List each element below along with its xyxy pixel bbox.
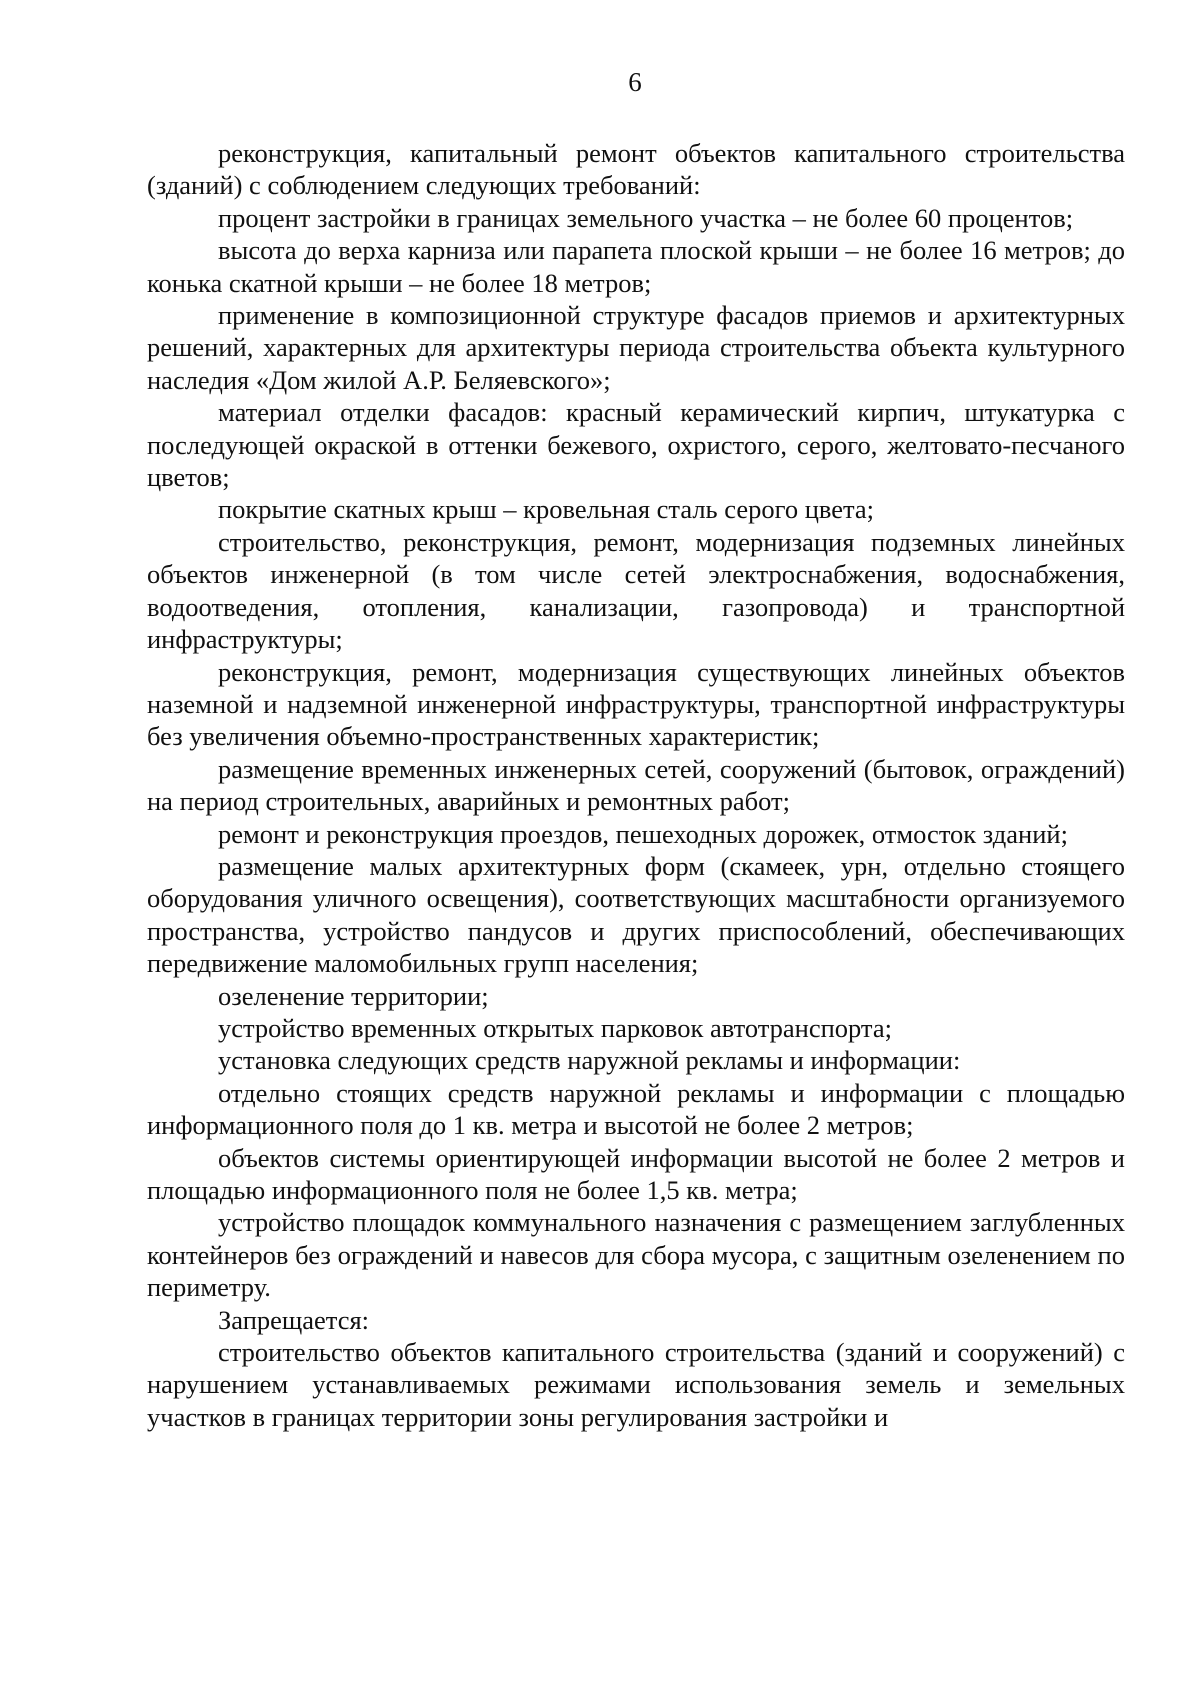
paragraph-advertising-installation: установка следующих средств наружной рекламы и информации:: [218, 1045, 961, 1076]
paragraph-prohibited-construction: строительство объектов капитального строительства (зданий и сооружений) с нарушением устанавливаемых режимами использования земель и земельных участков в границах территории зоны регулирования застройки и: [147, 1337, 1125, 1432]
page-number: 6: [628, 67, 642, 97]
paragraph-waste-sites: устройство площадок коммунального назначения с размещением заглубленных контейнеров без ограждений и навесов для сбора мусора, с защитным озеленением по периметру.: [147, 1207, 1125, 1303]
paragraph-roof-covering: покрытие скатных крыш – кровельная сталь серого цвета;: [218, 494, 875, 525]
paragraph-temporary-parking: устройство временных открытых парковок автотранспорта;: [218, 1012, 892, 1043]
paragraph-height-limits: высота до верха карниза или парапета плоской крыши – не более 16 метров; до конька скатной крыши – не более 18 метров;: [147, 235, 1125, 298]
paragraph-landscaping: озеленение территории;: [218, 980, 489, 1011]
paragraph-driveways-repair: ремонт и реконструкция проездов, пешеходных дорожек, отмосток зданий;: [218, 818, 1068, 849]
paragraph-freestanding-advertising: отдельно стоящих средств наружной рекламы и информации с площадью информационного поля до 1 кв. метра и высотой не более 2 метров;: [147, 1077, 1125, 1141]
paragraph-facade-materials: материал отделки фасадов: красный керамический кирпич, штукатурка с последующей окраской в оттенки бежевого, охристого, серого, желтовато-песчаного цветов;: [147, 397, 1125, 493]
paragraph-small-architectural-forms: размещение малых архитектурных форм (скамеек, урн, отдельно стоящего оборудования уличного освещения), соответствующих масштабности организуемого пространства, устройство пандусов и других приспособлений, обеспечивающих передвижение маломобильных групп населения;: [147, 850, 1125, 979]
paragraph-building-percentage: процент застройки в границах земельного участка – не более 60 процентов;: [218, 202, 1074, 233]
document-body: [147, 137, 1125, 1433]
paragraph-underground-networks: строительство, реконструкция, ремонт, модернизация подземных линейных объектов инженерной (в том числе сетей электроснабжения, водоснабжения, водоотведения, отопления, канализации, газопровода) и транспортной инфраструктуры;: [147, 526, 1125, 655]
paragraph-orientation-information: объектов системы ориентирующей информации высотой не более 2 метров и площадью информационного поля не более 1,5 кв. метра;: [147, 1142, 1125, 1205]
paragraph-facade-composition: применение в композиционной структуре фасадов приемов и архитектурных решений, характерных для архитектуры периода строительства объекта культурного наследия «Дом жилой А.Р. Беляевского»;: [147, 300, 1125, 395]
paragraph-prohibited-heading: Запрещается:: [218, 1304, 370, 1335]
paragraph-surface-networks: реконструкция, ремонт, модернизация существующих линейных объектов наземной и надземной инженерной инфраструктуры, транспортной инфраструктуры без увеличения объемно-пространственных характеристик;: [147, 656, 1125, 752]
paragraph-reconstruction-requirements: реконструкция, капитальный ремонт объектов капитального строительства (зданий) с соблюдением следующих требований:: [147, 138, 1125, 201]
paragraph-temporary-structures: размещение временных инженерных сетей, сооружений (бытовок, ограждений) на период строительных, аварийных и ремонтных работ;: [147, 753, 1125, 817]
